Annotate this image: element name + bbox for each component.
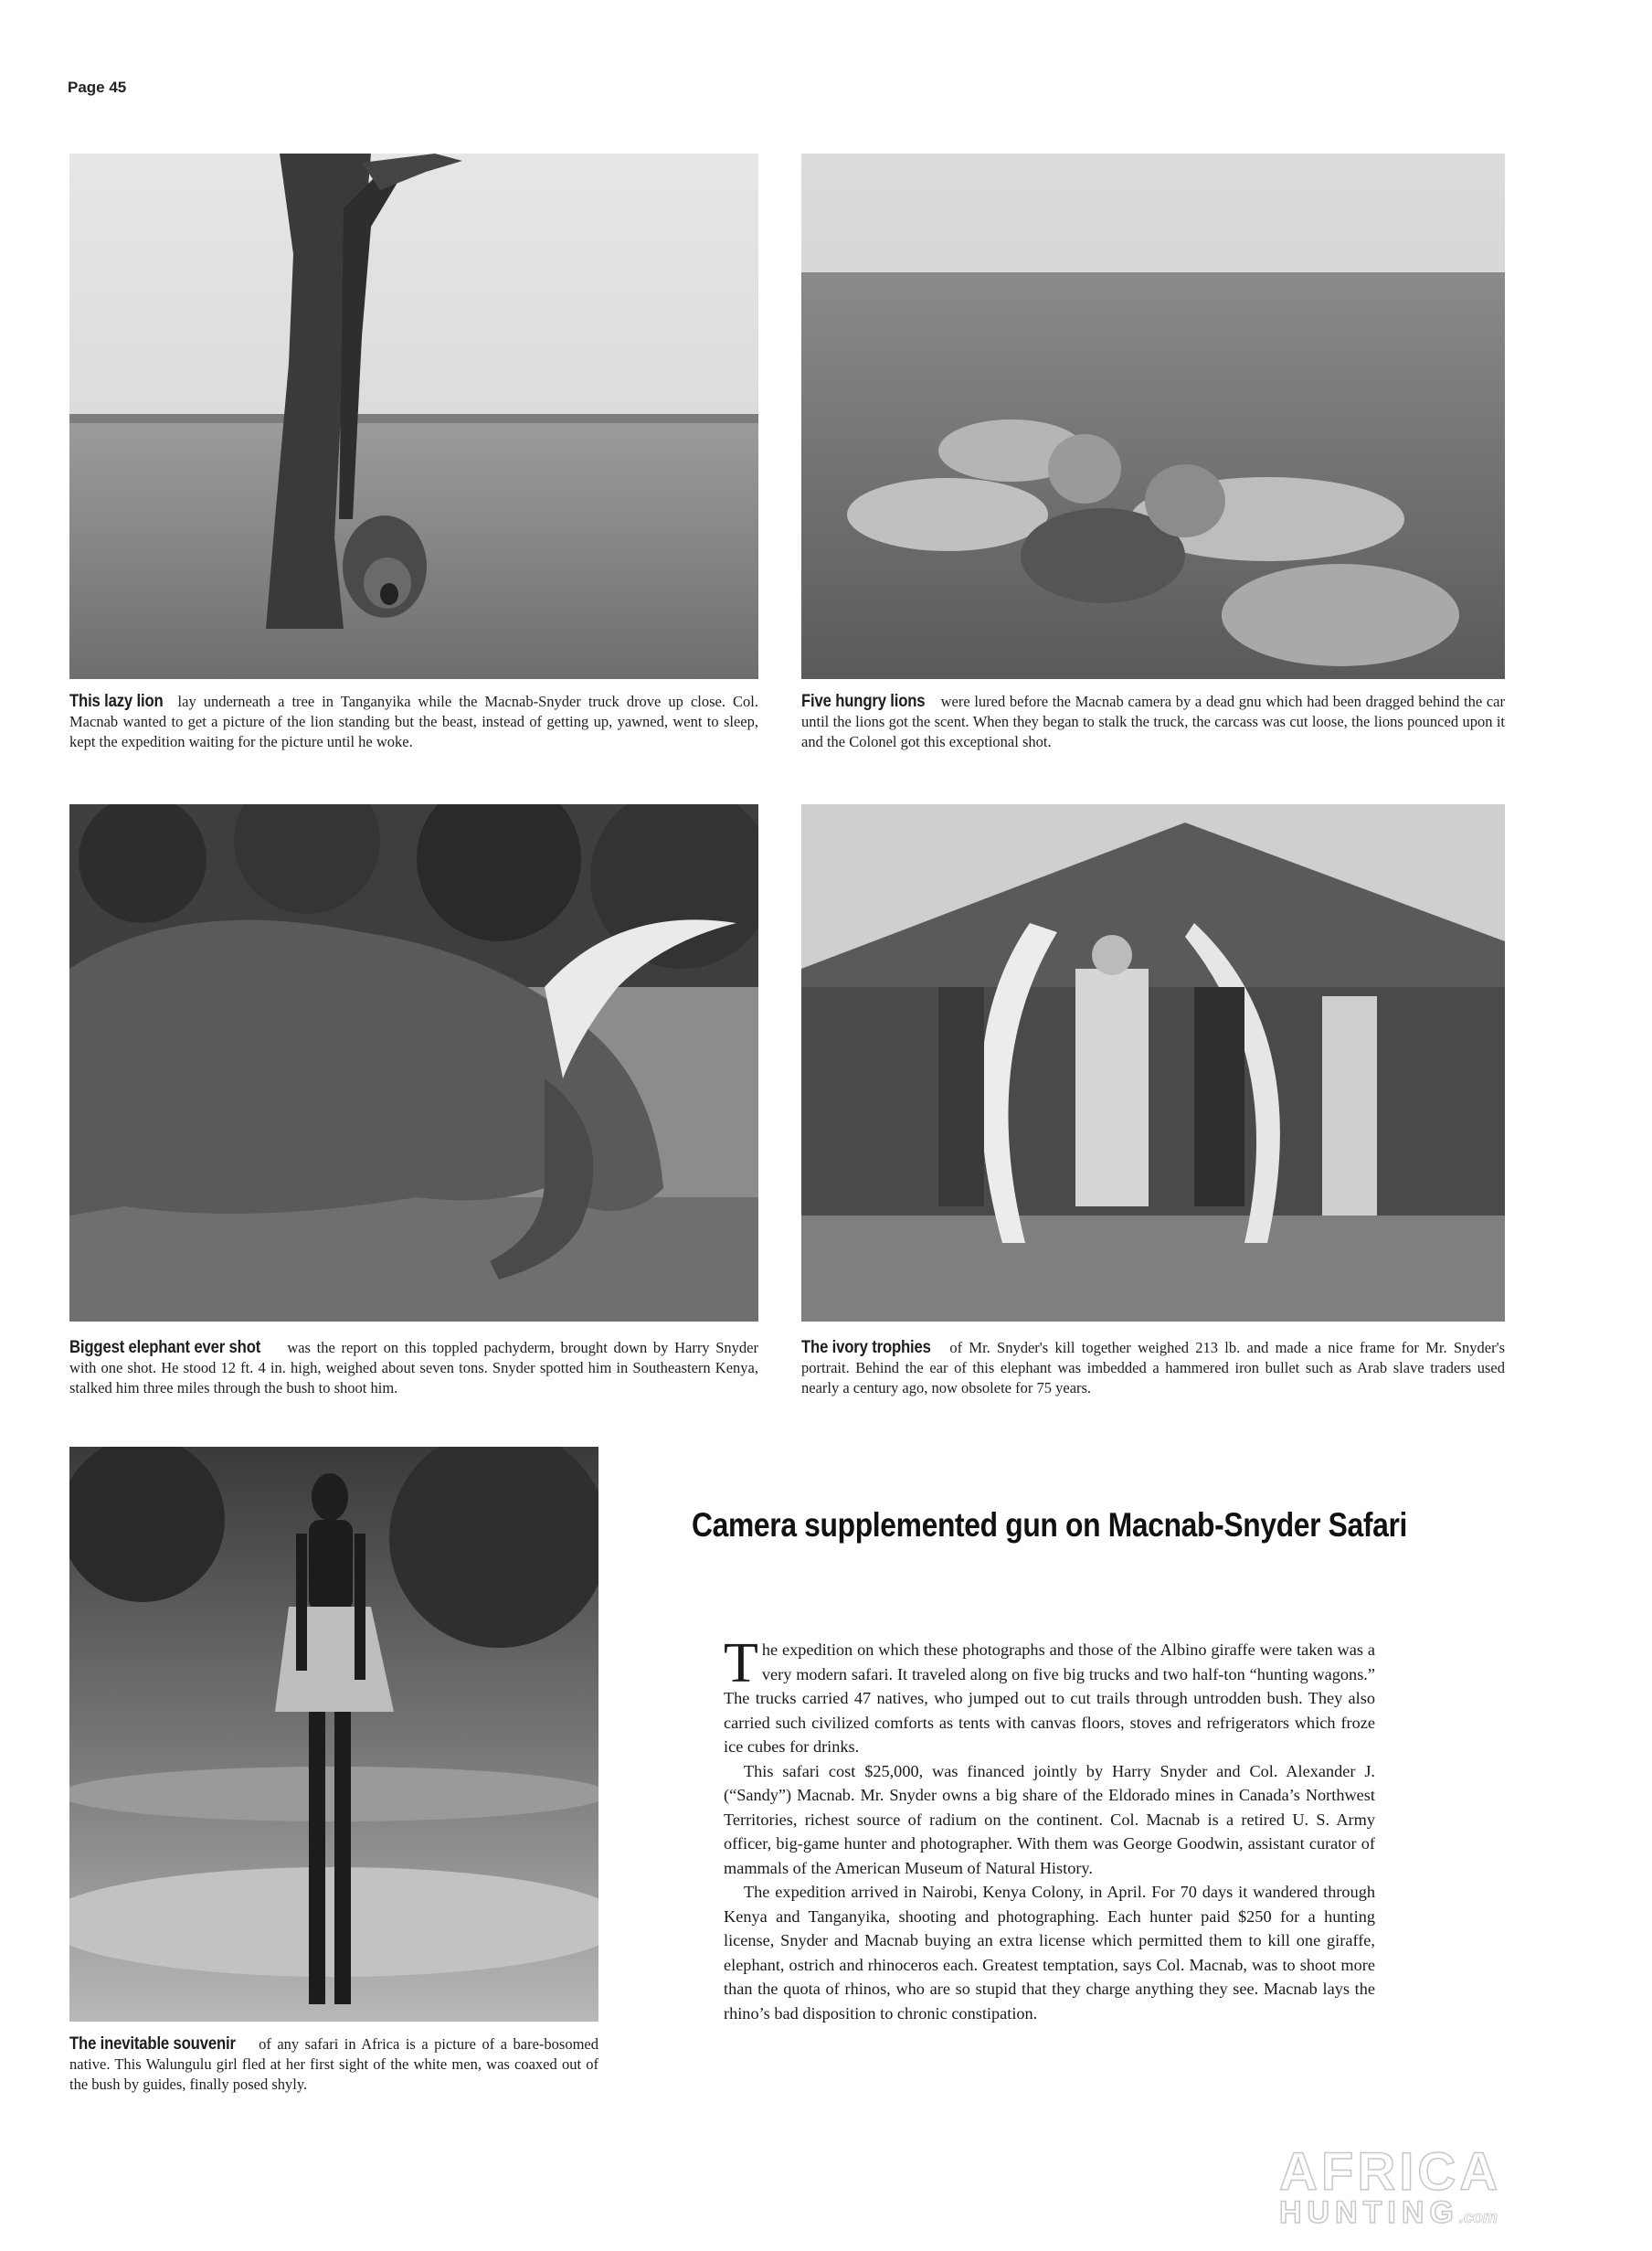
caption-lead: Five hungry lions xyxy=(801,692,926,711)
caption-body: lay underneath a tree in Tanganyika while the Macnab-Snyder truck drove up close. Col. Macnab wanted to get a picture of the lion standing but the beast, instead of getting up, yawned, went to sleep, kept the expedition waiting for the picture until he woke. xyxy=(69,693,758,750)
caption-body: was the report on this toppled pachyderm, brought down by Harry Snyder with one shot. He stood 12 ft. 4 in. high, weighed about seven tons. Snyder spotted him in Southeastern Kenya, stalked him three miles through the bush to shoot him. xyxy=(69,1339,758,1396)
watermark-line-1: AFRICA xyxy=(1279,2142,1502,2202)
africahunting-watermark xyxy=(1279,2142,1608,2231)
photo-souvenir xyxy=(69,1447,598,2022)
caption-elephant xyxy=(69,1338,758,1398)
caption-body: were lured before the Macnab camera by a dead gnu which had been dragged behind the car until the lions got the scent. When they began to stalk the truck, the carcass was cut loose, the lions pounced upon it and the Colonel got this exceptional shot. xyxy=(801,693,1505,750)
caption-ivory-trophies xyxy=(801,1338,1505,1398)
page-number: Page 45 xyxy=(68,79,127,96)
article-paragraph-2: This safari cost $25,000, was financed jointly by Harry Snyder and Col. Alexander J. (“Sandy”) Macnab. Mr. Snyder owns a big share of the Eldorado mines in Canada’s Northwest Territories, richest source of radium on the continent. Col. Macnab is a retired U. S. Army officer, big-game hunter and photographer. With them was George Goodwin, assistant curator of mammals of the American Museum of Natural History. xyxy=(724,1761,1375,1877)
article-paragraph-3: The expedition arrived in Nairobi, Kenya Colony, in April. For 70 days it wandered through Kenya and Tanganyika, shooting and photographing. Each hunter paid $250 for a hunting license, Snyder and Macnab buying an extra license which permitted them to kill one giraffe, elephant, ostrich and rhinoceros each. Greatest temptation, says Col. Macnab, was to shoot more than the quota of rhinos, who are so stupid that they charge anything they see. Macnab lays the rhino’s bad disposition to chronic constipation. xyxy=(724,1883,1375,2023)
watermark-suffix: .com xyxy=(1458,2208,1498,2226)
photo-five-lions xyxy=(801,154,1505,679)
caption-body: of Mr. Snyder's kill together weighed 213 lb. and made a nice frame for Mr. Snyder's portrait. Behind the ear of this elephant was imbedded a hammered iron bullet such as Arab slave traders used nearly a century ago, now obsolete for 75 years. xyxy=(801,1339,1505,1396)
photo-ivory-trophies xyxy=(801,804,1505,1322)
caption-lead: Biggest elephant ever shot xyxy=(69,1338,261,1357)
caption-body: of any safari in Africa is a picture of a bare-bosomed native. This Walungulu girl fled at her first sight of the white men, was coaxed out of the bush by guides, finally posed shyly. xyxy=(69,2035,598,2093)
photo-elephant xyxy=(69,804,758,1322)
article-body xyxy=(724,1632,1375,2025)
article-headline: Camera supplemented gun on Macnab-Snyder Safari xyxy=(692,1506,1408,1544)
watermark-line-2: HUNTING xyxy=(1279,2195,1459,2230)
caption-lead: This lazy lion xyxy=(69,692,164,711)
caption-lazy-lion xyxy=(69,692,758,752)
photo-lazy-lion xyxy=(69,154,758,679)
paragraph-text: he expedition on which these photographs and those of the Albino giraffe were taken was a very modern safari. It traveled along on five big trucks and two half-ton “hunting wagons.” The trucks carried 47 natives, who jumped out to cut trails through untrodden bush. They also carried such civilized comforts as tents with canvas floors, stoves and refrigerators which froze ice cubes for drinks. xyxy=(724,1640,1375,1756)
caption-lead: The ivory trophies xyxy=(801,1338,931,1357)
caption-five-lions xyxy=(801,692,1505,752)
article-paragraph-1 xyxy=(724,1632,1375,1759)
caption-souvenir xyxy=(69,2034,598,2095)
drop-cap: T xyxy=(724,1632,758,1694)
caption-lead: The inevitable souvenir xyxy=(69,2034,236,2054)
